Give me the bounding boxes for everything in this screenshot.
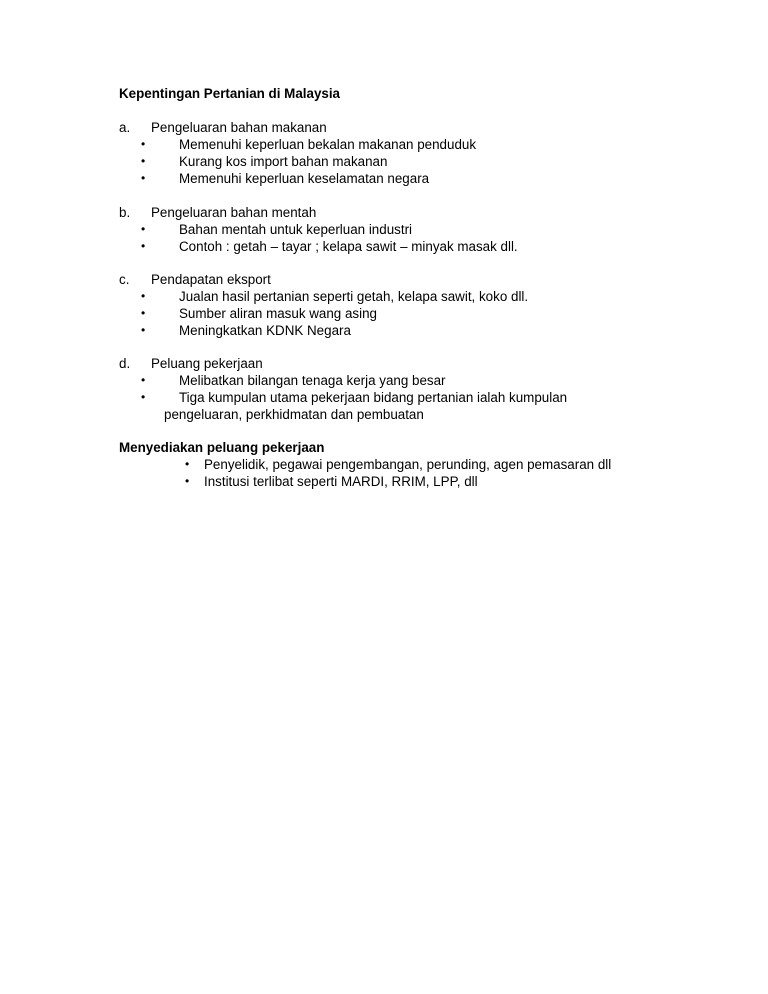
- section-b: [0, 204, 768, 255]
- section-heading: [0, 204, 768, 221]
- list-item-text: Contoh : getah – tayar ; kelapa sawit – minyak masak dll.: [179, 239, 518, 254]
- list-item-text: Kurang kos import bahan makanan: [179, 154, 388, 169]
- list-item-text: Memenuhi keperluan bekalan makanan penduduk: [179, 137, 477, 152]
- bullet-list: [0, 372, 768, 423]
- bullet-list: [0, 288, 768, 339]
- bullet-icon: •: [141, 373, 146, 387]
- list-item: [0, 473, 768, 490]
- section-letter: a.: [119, 120, 131, 135]
- section-title: Peluang pekerjaan: [151, 356, 263, 371]
- section-a: [0, 119, 768, 187]
- list-item-text: Institusi terlibat seperti MARDI, RRIM, LPP, dll: [204, 474, 478, 489]
- bullet-icon: •: [141, 239, 146, 253]
- bullet-icon: •: [141, 323, 146, 337]
- bullet-icon: •: [185, 457, 190, 471]
- subheading: Menyediakan peluang pekerjaan: [119, 440, 325, 455]
- list-item-text: Memenuhi keperluan keselamatan negara: [179, 171, 430, 186]
- list-item: [0, 305, 768, 322]
- bullet-icon: •: [141, 154, 146, 168]
- bullet-icon: •: [185, 474, 190, 488]
- list-item-text: Bahan mentah untuk keperluan industri: [179, 222, 413, 237]
- section-letter: b.: [119, 205, 131, 220]
- bullet-icon: •: [141, 171, 146, 185]
- bullet-list: [0, 456, 768, 490]
- list-item: [0, 170, 768, 187]
- list-item: [0, 288, 768, 305]
- list-item-text: Sumber aliran masuk wang asing: [179, 306, 377, 321]
- list-item-text: Melibatkan bilangan tenaga kerja yang besar: [179, 373, 446, 388]
- list-item-text: Penyelidik, pegawai pengembangan, perunding, agen pemasaran dll: [204, 457, 612, 472]
- bullet-icon: •: [141, 289, 146, 303]
- document-title: Kepentingan Pertanian di Malaysia: [119, 86, 341, 101]
- section-d: [0, 355, 768, 423]
- list-item: [0, 238, 768, 255]
- list-item: [0, 153, 768, 170]
- section-letter: d.: [119, 356, 131, 371]
- section-heading: [0, 271, 768, 288]
- list-item-text: Meningkatkan KDNK Negara: [179, 323, 351, 338]
- list-item-text: Tiga kumpulan utama pekerjaan bidang pertanian ialah kumpulan pengeluaran, perkhidmatan dan pembuatan: [164, 390, 568, 422]
- section-title: Pendapatan eksport: [151, 272, 271, 287]
- list-item: [0, 136, 768, 153]
- section-c: [0, 271, 768, 339]
- section-title: Pengeluaran bahan makanan: [151, 120, 327, 135]
- bullet-list: [0, 136, 768, 187]
- bullet-list: [0, 221, 768, 255]
- list-item: [0, 389, 768, 423]
- section-title: Pengeluaran bahan mentah: [151, 205, 317, 220]
- list-item: [0, 322, 768, 339]
- list-item: [0, 372, 768, 389]
- section-heading: [0, 355, 768, 372]
- list-item: [0, 456, 768, 473]
- list-item-text: Jualan hasil pertanian seperti getah, kelapa sawit, koko dll.: [179, 289, 529, 304]
- bullet-icon: •: [141, 222, 146, 236]
- bullet-icon: •: [141, 390, 146, 404]
- section-letter: c.: [119, 272, 130, 287]
- extra-section: [0, 456, 768, 490]
- list-item: [0, 221, 768, 238]
- section-heading: [0, 119, 768, 136]
- bullet-icon: •: [141, 306, 146, 320]
- bullet-icon: •: [141, 137, 146, 151]
